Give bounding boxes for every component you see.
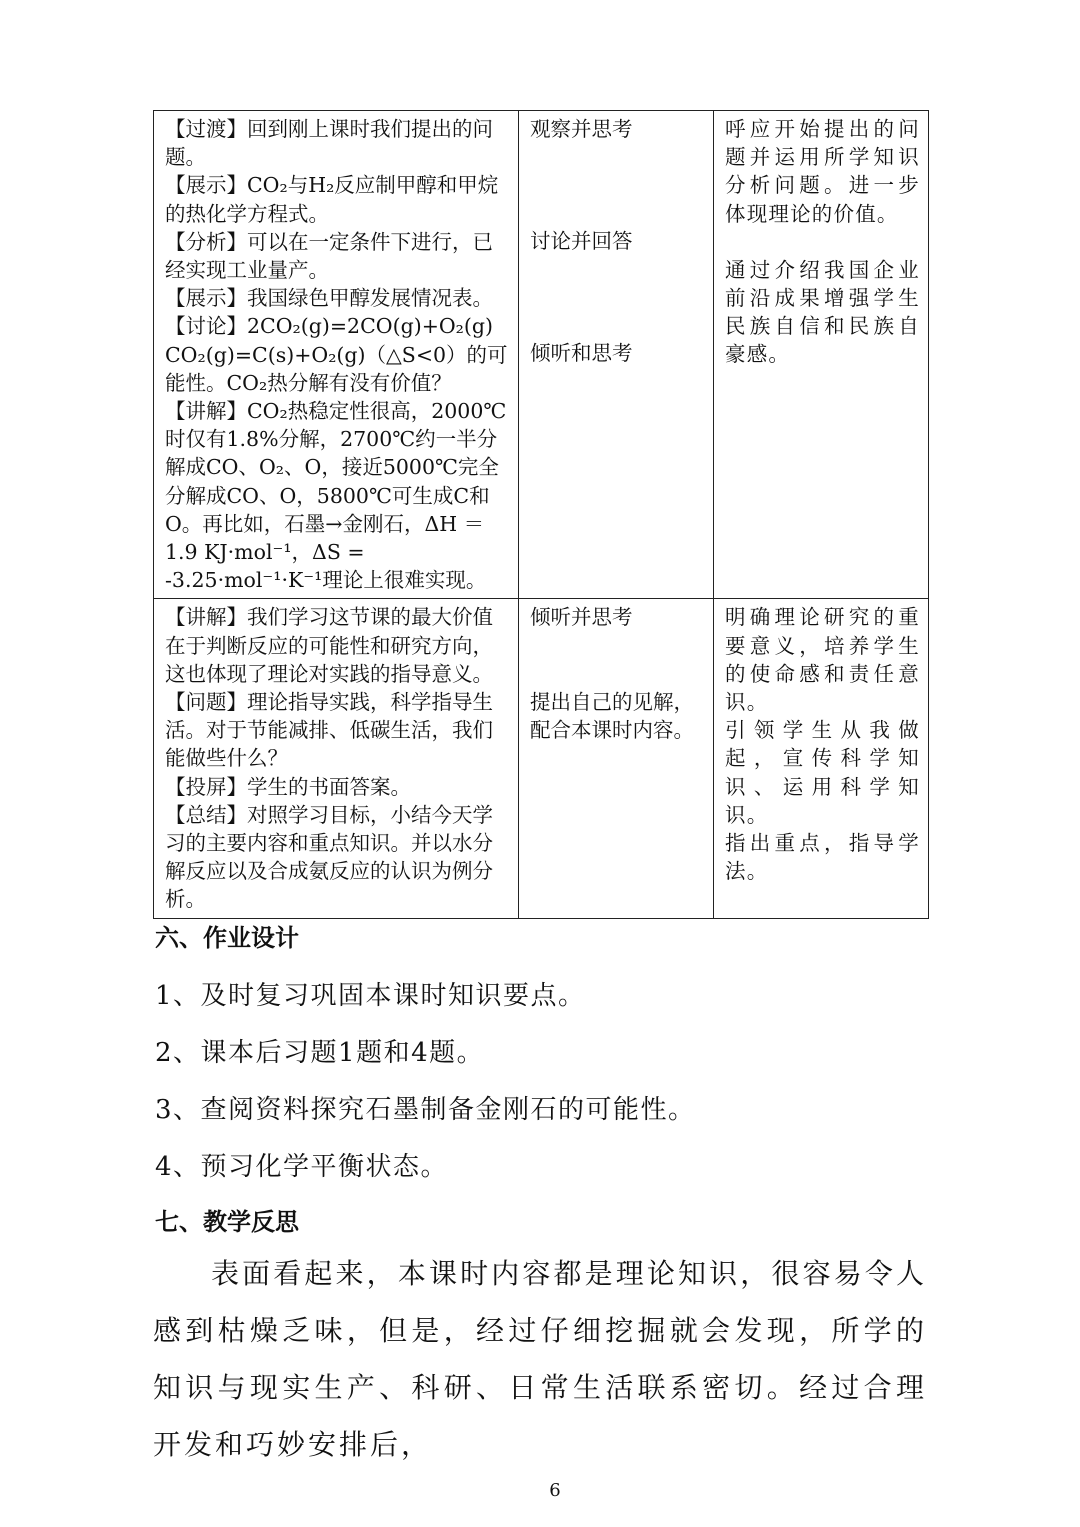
- design-intent-cell: [714, 111, 929, 599]
- teacher-line: 【投屏】学生的书面答案。: [165, 774, 411, 799]
- homework-item: 4、预习化学平衡状态。: [155, 1152, 449, 1182]
- page-number: 6: [549, 1480, 561, 1501]
- homework-item: 3、查阅资料探究石墨制备金刚石的可能性。: [155, 1095, 696, 1125]
- intent-line: 引领学生从我做起，宣传科学知识、运用科学知识。: [725, 718, 920, 827]
- student-activity-cell: [519, 111, 714, 599]
- student-line: 倾听并思考: [530, 605, 633, 630]
- student-line: 倾听和思考: [530, 341, 633, 366]
- teacher-activity-cell: [154, 111, 519, 599]
- reflection-paragraph: 表面看起来，本课时内容都是理论知识，很容易令人感到枯燥乏味，但是，经过仔细挖掘就会发现，所学的知识与现实生产、科研、日常生活联系密切。经过合理开发和巧妙安排后，: [153, 1257, 927, 1461]
- teacher-line: 【讨论】2CO₂(g)=2CO(g)+O₂(g): [165, 314, 494, 339]
- table-row: [154, 599, 929, 918]
- intent-line: 通过介绍我国企业前沿成果增强学生民族自信和民族自豪感。: [725, 257, 920, 367]
- teacher-line: 【讲解】CO₂热稳定性很高，2000℃时仅有1.8%分解，2700℃约一半分解成CO、O₂、O，接近5000℃完全分解成CO、O，5800℃可生成C和O。再比如，石墨→金刚石，ΔH ＝1.9 KJ·mol⁻¹，ΔS = -3.25·mol⁻¹·K⁻¹理论上很难实现。: [165, 399, 507, 593]
- homework-item: 1、及时复习巩固本课时知识要点。: [155, 981, 586, 1011]
- teacher-line: 【问题】理论指导实践，科学指导生活。对于节能减排、低碳生活，我们能做些什么？: [165, 690, 493, 771]
- teacher-line: 【分析】可以在一定条件下进行，已经实现工业量产。: [165, 229, 493, 283]
- teacher-line: 【展示】我国绿色甲醇发展情况表。: [165, 286, 493, 311]
- teacher-line: CO₂(g)=C(s)+O₂(g)（△S<0）的可能性。CO₂热分解有没有价值？: [165, 342, 508, 395]
- teacher-line: 【过渡】回到刚上课时我们提出的问题。: [165, 117, 493, 170]
- design-intent-cell: [714, 599, 929, 918]
- homework-heading: 六、作业设计: [155, 924, 299, 952]
- student-line: 提出自己的见解，配合本课时内容。: [530, 689, 694, 742]
- teacher-activity-cell: [154, 599, 519, 918]
- homework-item: 2、课本后习题1题和4题。: [155, 1038, 485, 1068]
- teacher-line: 【展示】CO₂与H₂反应制甲醇和甲烷的热化学方程式。: [165, 173, 499, 226]
- intent-line: 呼应开始提出的问题并运用所学知识分析问题。进一步体现理论的价值。: [725, 117, 920, 226]
- student-line: 讨论并回答: [530, 229, 633, 254]
- student-activity-cell: [519, 599, 714, 918]
- table-row: [154, 111, 929, 599]
- lesson-plan-table: [153, 110, 929, 919]
- reflection-heading: 七、教学反思: [155, 1208, 299, 1236]
- intent-line: 明确理论研究的重要意义，培养学生的使命感和责任意识。: [725, 605, 920, 715]
- teacher-line: 【讲解】我们学习这节课的最大价值在于判断反应的可能性和研究方向，这也体现了理论对实践的指导意义。: [165, 605, 493, 686]
- intent-line: 指出重点，指导学法。: [725, 831, 920, 884]
- student-line: 观察并思考: [530, 117, 633, 141]
- teacher-line: 【总结】对照学习目标，小结今天学习的主要内容和重点知识。并以水分解反应以及合成氨反应的认识为例分析。: [165, 802, 493, 912]
